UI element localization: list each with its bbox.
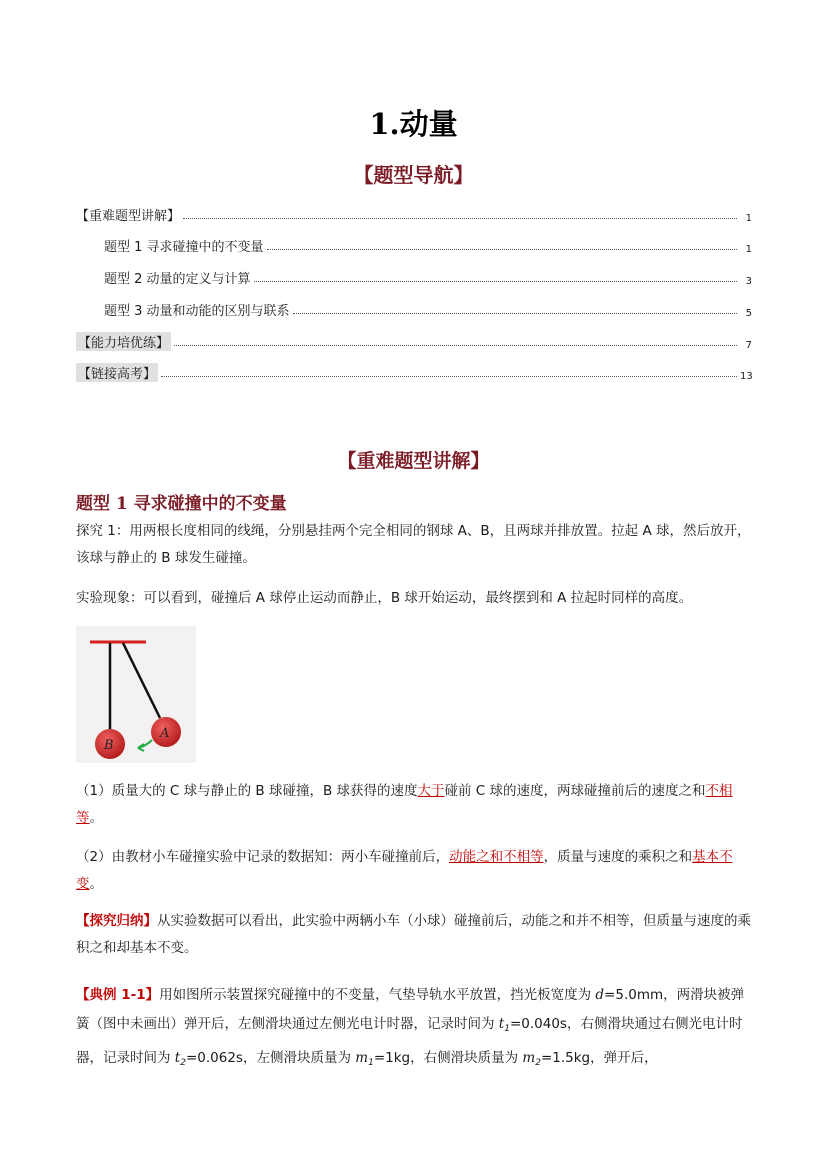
toc-item[interactable] bbox=[76, 267, 752, 287]
pendulum-figure bbox=[76, 626, 196, 763]
ball-b-label: B bbox=[104, 738, 114, 753]
toc-item-label: 题型 1 寻求碰撞中的不变量 bbox=[104, 240, 264, 255]
q2-text-c: 。 bbox=[89, 876, 103, 892]
toc-item[interactable] bbox=[76, 204, 752, 224]
summary-label: 【探究归纳】 bbox=[76, 913, 157, 929]
summary-paragraph bbox=[76, 908, 752, 962]
toc-page-number: 13 bbox=[740, 371, 753, 382]
question-1 bbox=[76, 778, 752, 832]
toc-leader bbox=[293, 313, 737, 314]
pendulum-diagram bbox=[76, 626, 196, 763]
toc-item[interactable] bbox=[76, 362, 752, 382]
toc-item-label: 【重难题型讲解】 bbox=[76, 209, 181, 224]
explore-paragraph: 探究 1：用两根长度相同的线绳，分别悬挂两个完全相同的钢球 A、B，且两球并排放置。拉起 A 球，然后放开，该球与静止的 B 球发生碰撞。 bbox=[76, 523, 751, 566]
q1-text-b: 碰前 C 球的速度，两球碰撞前后的速度之和 bbox=[444, 783, 706, 799]
toc-item[interactable] bbox=[76, 331, 752, 351]
toc-item[interactable] bbox=[76, 235, 752, 255]
var-d: d bbox=[595, 987, 605, 1003]
example-text: =1kg，右侧滑块质量为 bbox=[373, 1050, 523, 1066]
example-text: 用如图所示装置探究碰撞中的不变量，气垫导轨水平放置，挡光板宽度为 bbox=[159, 987, 596, 1003]
sub-1: 1 bbox=[504, 1024, 510, 1034]
toc-item-label: 【链接高考】 bbox=[76, 363, 158, 382]
q2-text-b: ，质量与速度的乘积之和 bbox=[543, 849, 693, 865]
example-text: =0.040s，右侧滑块通过右侧光电计时器，记录时间为 bbox=[76, 1016, 743, 1066]
example-label: 【典例 1-1】 bbox=[76, 987, 160, 1003]
example-paragraph bbox=[76, 981, 752, 1078]
document-title: 1.动量 bbox=[369, 107, 458, 141]
var-t2: t bbox=[174, 1050, 181, 1066]
toc-leader bbox=[174, 345, 737, 346]
question-2 bbox=[76, 844, 752, 898]
q1-answer-1: 大于 bbox=[417, 783, 445, 799]
toc-leader bbox=[183, 218, 737, 219]
toc-item-label: 题型 3 动量和动能的区别与联系 bbox=[104, 304, 290, 319]
toc-page-number: 3 bbox=[745, 276, 752, 287]
table-of-contents bbox=[76, 204, 752, 382]
string-a bbox=[123, 643, 160, 718]
toc-page-number: 5 bbox=[745, 308, 752, 319]
toc-item-label: 【能力培优练】 bbox=[76, 332, 171, 351]
var-m2: m bbox=[522, 1050, 536, 1066]
toc-page-number: 1 bbox=[745, 213, 752, 224]
example-text: =0.062s，左侧滑块质量为 bbox=[185, 1050, 356, 1066]
toc-leader bbox=[254, 281, 737, 282]
var-m1: m bbox=[355, 1050, 369, 1066]
navigation-heading: 【题型导航】 bbox=[353, 163, 474, 187]
sub-2: 2 bbox=[535, 1058, 541, 1068]
summary-text: 从实验数据可以看出，此实验中两辆小车（小球）碰撞前后，动能之和并不相等，但质量与速度的乘积之和却基本不变。 bbox=[76, 913, 751, 956]
ball-a-label: A bbox=[160, 726, 170, 741]
toc-item[interactable] bbox=[76, 299, 752, 319]
q2-text-a: （2）由教材小车碰撞实验中记录的数据知：两小车碰撞前后， bbox=[76, 849, 450, 865]
sub-2: 2 bbox=[180, 1058, 186, 1068]
phenomenon-paragraph: 实验现象：可以看到，碰撞后 A 球停止运动而静止，B 球开始运动，最终摆到和 A 拉起时同样的高度。 bbox=[76, 590, 693, 606]
toc-page-number: 7 bbox=[745, 340, 752, 351]
toc-leader bbox=[267, 249, 737, 250]
example-text: =5.0mm，两滑块被弹簧（图中未画出）弹开后，左侧滑块通过左侧光电计时器，记录时间为 bbox=[76, 987, 745, 1032]
q2-answer-2: 基本不变 bbox=[76, 849, 733, 892]
q2-answer-1: 动能之和不相等 bbox=[449, 849, 544, 865]
sub-1: 1 bbox=[368, 1058, 374, 1068]
question-type-title: 题型 1 寻求碰撞中的不变量 bbox=[76, 494, 287, 514]
toc-page-number: 1 bbox=[745, 244, 752, 255]
toc-leader bbox=[161, 376, 737, 377]
q1-text-a: （1）质量大的 C 球与静止的 B 球碰撞，B 球获得的速度 bbox=[76, 783, 418, 799]
var-t1: t bbox=[498, 1016, 505, 1032]
q1-text-c: 。 bbox=[89, 810, 103, 826]
q1-answer-2: 不相等 bbox=[76, 783, 733, 826]
example-text: =1.5kg，弹开后， bbox=[540, 1050, 658, 1066]
section-heading: 【重难题型讲解】 bbox=[337, 450, 490, 472]
toc-item-label: 题型 2 动量的定义与计算 bbox=[104, 272, 251, 287]
